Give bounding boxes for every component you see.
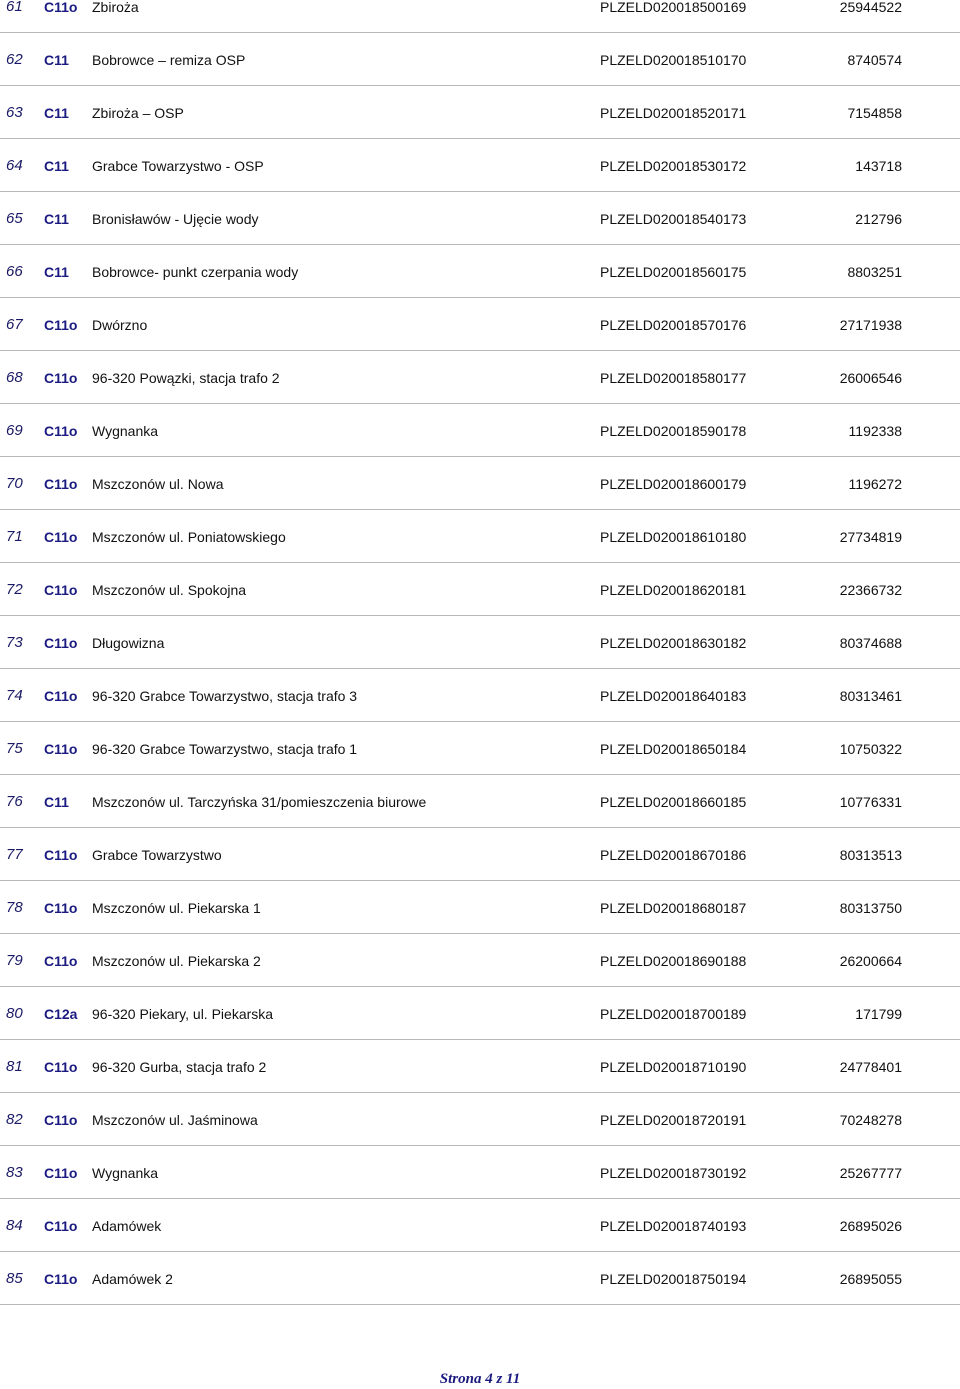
- meter-number: 70248278: [839, 1112, 902, 1128]
- ppe-code: PLZELD020018560175: [600, 264, 747, 280]
- table-row: [0, 934, 960, 987]
- location-name: Wygnanka: [92, 1165, 159, 1181]
- table-row: [0, 33, 960, 86]
- table-row: [0, 881, 960, 934]
- row-number: 63: [6, 104, 23, 121]
- table-row: [0, 457, 960, 510]
- location-name: 96-320 Gurba, stacja trafo 2: [92, 1059, 267, 1075]
- page-footer: [0, 1371, 960, 1388]
- ppe-code: PLZELD020018530172: [600, 158, 747, 174]
- tariff-code: C11o: [44, 900, 78, 916]
- ppe-code: PLZELD020018740193: [600, 1218, 747, 1234]
- row-number: 61: [6, 0, 23, 15]
- location-name: Mszczonów ul. Tarczyńska 31/pomieszczenia biurowe: [92, 794, 427, 810]
- location-name: Mszczonów ul. Jaśminowa: [92, 1112, 258, 1128]
- location-name: Dwórzno: [92, 317, 148, 333]
- ppe-code: PLZELD020018720191: [600, 1112, 747, 1128]
- table-row: [0, 139, 960, 192]
- table-row: [0, 351, 960, 404]
- ppe-code: PLZELD020018600179: [600, 476, 747, 492]
- table-row: [0, 1040, 960, 1093]
- table-row: [0, 775, 960, 828]
- table-row: [0, 0, 960, 33]
- tariff-code: C11o: [44, 582, 78, 598]
- ppe-code: PLZELD020018590178: [600, 423, 747, 439]
- tariff-code: C11: [44, 158, 69, 174]
- ppe-code: PLZELD020018690188: [600, 953, 747, 969]
- location-name: Mszczonów ul. Nowa: [92, 476, 224, 492]
- tariff-code: C11o: [44, 635, 78, 651]
- meter-number: 26200664: [839, 953, 902, 969]
- row-number: 82: [6, 1111, 23, 1128]
- tariff-code: C11o: [44, 847, 78, 863]
- meter-number: 8803251: [847, 264, 902, 280]
- location-name: 96-320 Powązki, stacja trafo 2: [92, 370, 280, 386]
- row-number: 79: [6, 952, 23, 969]
- location-name: Zbiroża – OSP: [92, 105, 184, 121]
- row-number: 64: [6, 157, 23, 174]
- ppe-code: PLZELD020018660185: [600, 794, 747, 810]
- ppe-code: PLZELD020018640183: [600, 688, 747, 704]
- table-row: [0, 86, 960, 139]
- location-name: Grabce Towarzystwo: [92, 847, 222, 863]
- row-number: 75: [6, 740, 23, 757]
- meter-number: 8740574: [847, 52, 902, 68]
- meter-number: 171799: [855, 1006, 902, 1022]
- row-number: 72: [6, 581, 23, 598]
- ppe-code: PLZELD020018540173: [600, 211, 747, 227]
- meter-number: 143718: [855, 158, 902, 174]
- tariff-code: C11o: [44, 688, 78, 704]
- tariff-code: C11: [44, 794, 69, 810]
- meter-number: 25267777: [839, 1165, 902, 1181]
- tariff-code: C11o: [44, 1271, 78, 1287]
- location-name: Bobrowce- punkt czerpania wody: [92, 264, 299, 280]
- meter-number: 27171938: [839, 317, 902, 333]
- tariff-code: C11o: [44, 741, 78, 757]
- location-name: Bobrowce – remiza OSP: [92, 52, 246, 68]
- row-number: 83: [6, 1164, 23, 1181]
- ppe-code: PLZELD020018620181: [600, 582, 747, 598]
- tariff-code: C11o: [44, 1165, 78, 1181]
- tariff-code: C11o: [44, 1112, 78, 1128]
- ppe-code: PLZELD020018680187: [600, 900, 747, 916]
- row-number: 68: [6, 369, 23, 386]
- location-name: 96-320 Piekary, ul. Piekarska: [92, 1006, 274, 1022]
- row-number: 67: [6, 316, 23, 333]
- row-number: 69: [6, 422, 23, 439]
- tariff-code: C11o: [44, 953, 78, 969]
- row-number: 66: [6, 263, 23, 280]
- location-name: Grabce Towarzystwo - OSP: [92, 158, 264, 174]
- meter-number: 10750322: [839, 741, 902, 757]
- table-row: [0, 192, 960, 245]
- row-number: 73: [6, 634, 23, 651]
- meter-number: 1196272: [848, 476, 902, 492]
- meter-number: 22366732: [839, 582, 902, 598]
- ppe-code: PLZELD020018580177: [600, 370, 747, 386]
- row-number: 65: [6, 210, 23, 227]
- location-name: Mszczonów ul. Spokojna: [92, 582, 247, 598]
- meter-number: 80374688: [839, 635, 902, 651]
- meter-number: 1192338: [848, 423, 902, 439]
- row-number: 80: [6, 1005, 23, 1022]
- row-number: 81: [6, 1058, 23, 1075]
- table-row: [0, 1199, 960, 1252]
- tariff-code: C11o: [44, 476, 78, 492]
- tariff-code: C11: [44, 264, 69, 280]
- meter-number: 7154858: [847, 105, 902, 121]
- meter-number: 26895026: [839, 1218, 902, 1234]
- ppe-code: PLZELD020018610180: [600, 529, 747, 545]
- tariff-code: C11o: [44, 317, 78, 333]
- tariff-code: C11o: [44, 370, 78, 386]
- table-row: [0, 298, 960, 351]
- tariff-code: C12a: [44, 1006, 78, 1022]
- meter-number: 10776331: [839, 794, 902, 810]
- ppe-code: PLZELD020018670186: [600, 847, 747, 863]
- table-row: [0, 563, 960, 616]
- table-row: [0, 404, 960, 457]
- location-name: Bronisławów - Ujęcie wody: [92, 211, 259, 227]
- meter-number: 26006546: [839, 370, 902, 386]
- tariff-code: C11: [44, 52, 69, 68]
- tariff-code: C11o: [44, 0, 78, 15]
- table-row: [0, 245, 960, 298]
- ppe-code: PLZELD020018650184: [600, 741, 747, 757]
- location-name: Adamówek: [92, 1218, 162, 1234]
- tariff-code: C11o: [44, 1059, 78, 1075]
- table-row: [0, 1252, 960, 1305]
- ppe-code: PLZELD020018730192: [600, 1165, 747, 1181]
- ppe-code: PLZELD020018630182: [600, 635, 747, 651]
- ppe-code: PLZELD020018710190: [600, 1059, 747, 1075]
- table-row: [0, 987, 960, 1040]
- row-number: 78: [6, 899, 23, 916]
- meter-number: 25944522: [839, 0, 902, 15]
- row-number: 74: [6, 687, 23, 704]
- location-name: Adamówek 2: [92, 1271, 173, 1287]
- location-name: 96-320 Grabce Towarzystwo, stacja trafo 3: [92, 688, 358, 704]
- meter-number: 80313750: [839, 900, 902, 916]
- ppe-code: PLZELD020018750194: [600, 1271, 747, 1287]
- meter-number: 80313513: [839, 847, 902, 863]
- ppe-code: PLZELD020018510170: [600, 52, 747, 68]
- row-number: 62: [6, 51, 23, 68]
- meter-number: 24778401: [839, 1059, 902, 1075]
- row-number: 70: [6, 475, 23, 492]
- meter-number: 212796: [855, 211, 902, 227]
- table-row: [0, 722, 960, 775]
- table-row: [0, 669, 960, 722]
- ppe-code: PLZELD020018700189: [600, 1006, 747, 1022]
- meter-number: 26895055: [839, 1271, 902, 1287]
- page-number-label: Strona 4 z 11: [439, 1371, 521, 1387]
- location-name: Mszczonów ul. Poniatowskiego: [92, 529, 286, 545]
- row-number: 85: [6, 1270, 23, 1287]
- tariff-code: C11o: [44, 529, 78, 545]
- location-name: Zbiroża: [92, 0, 139, 15]
- table-row: [0, 828, 960, 881]
- tariff-code: C11: [44, 105, 69, 121]
- location-name: Mszczonów ul. Piekarska 2: [92, 953, 261, 969]
- location-name: Wygnanka: [92, 423, 159, 439]
- row-number: 71: [6, 528, 23, 545]
- tariff-code: C11: [44, 211, 69, 227]
- tariff-code: C11o: [44, 423, 78, 439]
- table-row: [0, 510, 960, 563]
- location-name: Długowizna: [92, 635, 165, 651]
- table-row: [0, 1146, 960, 1199]
- row-number: 84: [6, 1217, 23, 1234]
- ppe-code: PLZELD020018500169: [600, 0, 747, 15]
- ppe-code: PLZELD020018570176: [600, 317, 747, 333]
- meter-number: 80313461: [839, 688, 902, 704]
- meter-number: 27734819: [839, 529, 902, 545]
- row-number: 76: [6, 793, 23, 810]
- ppe-code: PLZELD020018520171: [600, 105, 747, 121]
- location-name: 96-320 Grabce Towarzystwo, stacja trafo 1: [92, 741, 358, 757]
- table-row: [0, 1093, 960, 1146]
- tariff-code: C11o: [44, 1218, 78, 1234]
- row-number: 77: [6, 846, 23, 863]
- table-row: [0, 616, 960, 669]
- location-name: Mszczonów ul. Piekarska 1: [92, 900, 261, 916]
